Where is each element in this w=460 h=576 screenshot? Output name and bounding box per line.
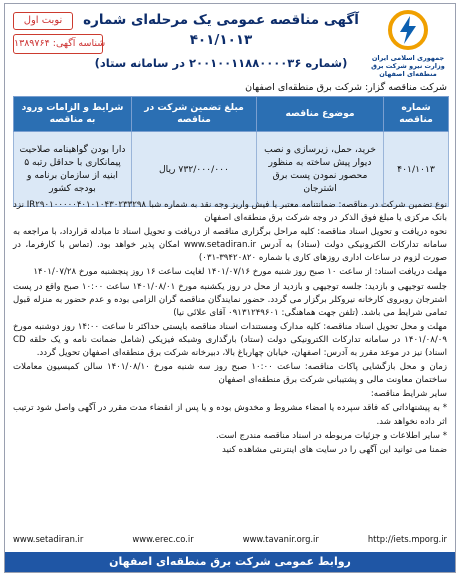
document-delivery-paragraph: نحوه دریافت و تحویل اسناد مناقصه: کلیه مراحل برگزاری مناقصه از دریافت و تحویل اسناد تا مبادله قرارداد، با مراجعه به سامانه تدارکات الکترونیکی دولت (ستاد) به آدرس www.setadiran.ir امکان پذیر خواهد بود. (تماس با کارفرما، در صورت لزوم در ساعات اداری روزهای کاری با شماره ۳۹۴۲۰۸۲۰-۰۳۱) [13, 227, 447, 264]
briefing-session-paragraph: جلسه توجیهی و بازدید: جلسه توجیهی و بازدید از محل در روز یکشنبه مورخ ۱۴۰۱/۰۸/۰۱ ساعت ۱۰:۰۰ صبح واقع در پست اشترجان روبروی کارخانه نیروکلر برگزار می گردد. حضور نمایندگان مناقصه گران الزامی بوده و عدم حضور به منزله قبول تمامی شرایط می باشد. (تلفن جهت هماهنگی: ۰۹۱۳۱۲۴۹۶۰۱ آقای علائی نیا) [13, 281, 447, 318]
column-header: شماره مناقصه [384, 97, 449, 132]
website-link[interactable]: www.setadiran.ir [13, 534, 84, 544]
condition-item: * سایر اطلاعات و جزئیات مربوطه در اسناد مناقصه مندرج است. [215, 430, 447, 441]
notice-subtitle: (شماره ۲۰۰۱۰۰۱۱۸۸۰۰۰۰۳۶ در سامانه ستاد) [94, 56, 348, 70]
title-block [79, 10, 363, 72]
submission-deadline-paragraph: مهلت و محل تحویل اسناد مناقصه: کلیه مدارک ومستندات اسناد مناقصه بایستی حداکثر تا ساعت ۱۴:۰۰ روز دوشنبه مورخ ۱۴۰۱/۰۸/۰۹ در سامانه تدارکات الکترونیکی دولت (ستاد) بارگذاری وشبکه فیزیکی (شامل ضمانت نامه و یک حلقه CD اسناد) نیز در موعد مقرر به آدرس: اصفهان، خیابان چهارباغ بالا، دبیرخانه شرکت برق منطقه‌ای اصفهان تحویل گردد. [13, 321, 447, 359]
client-line: شرکت مناقصه گزار: شرکت برق منطقه‌ای اصفهان [245, 82, 447, 93]
website-links [13, 534, 447, 544]
notice-header [5, 4, 455, 78]
company-logo [367, 10, 449, 76]
footer-bar: روابط عمومی شرکت برق منطقه‌ای اصفهان [5, 552, 455, 572]
column-header: موضوع مناقصه [257, 97, 384, 132]
table-row [14, 132, 449, 207]
table-header-row [14, 97, 449, 132]
tender-notice [4, 3, 456, 573]
condition-item: * به پیشنهاداتی که فاقد سپرده یا امضاء مشروط و مخدوش بوده و یا پس از انقضاء مدت مقرر در آگهی واصل شود ترتیب اثر داده نخواهد شد. [13, 403, 447, 427]
column-header: شرایط و الزامات ورود به مناقصه [14, 97, 132, 132]
entry-requirements: دارا بودن گواهینامه صلاحیت پیمانکاری با حداقل رتبه ۵ ابنیه از سازمان برنامه و بودجه کشور [14, 132, 132, 207]
opening-time-paragraph: زمان و محل بازگشایی پاکات مناقصه: ساعت ۱۰:۰۰ صبح روز سه شنبه مورخ ۱۴۰۱/۰۸/۱۰ سالن کمیسیون معاملات ساختمان معاونت مالی و پشتیبانی شرکت برق منطقه‌ای اصفهان [13, 362, 448, 386]
guarantee-amount: ۷۳۲/۰۰۰/۰۰۰ ریال [132, 132, 257, 207]
websites-note: ضمنا می توانید این آگهی را در سایت های اینترنتی مشاهده کنید [221, 444, 447, 455]
tender-subject: خرید، حمل، زیرسازی و نصب دیوار پیش ساخته به منظور محصور نمودن پست برق اشترجان [257, 132, 384, 207]
website-link[interactable]: www.tavanir.org.ir [242, 534, 319, 544]
column-header: مبلغ تضمین شرکت در مناقصه [132, 97, 257, 132]
guarantee-type-paragraph: نوع تضمین شرکت در مناقصه: ضمانتنامه معتبر یا فیش واریز وجه نقد به شماره شبا IR۲۹۰۱۰۰۰۰۰۴۰۱۰۱۰۴۳۰۲۳۳۲۹۸ نزد بانک مرکزی یا مبلغ فوق الذکر در وجه شرکت برق منطقه‌ای اصفهان [13, 200, 447, 224]
other-conditions-heading: سایر شرایط مناقصه: [370, 389, 447, 400]
website-link[interactable]: http://iets.mporg.ir [367, 534, 447, 544]
notice-id-badge: شناسه آگهی: ۱۳۸۹۷۶۴ [13, 34, 103, 54]
notice-body [13, 199, 447, 458]
document-deadline-paragraph: مهلت دریافت اسناد: از ساعت ۱۰ صبح روز شنبه مورخ ۱۴۰۱/۰۷/۱۶ لغایت ساعت ۱۶ روز پنجشنبه مورخ ۱۴۰۱/۰۷/۲۸ [33, 267, 447, 278]
power-logo-icon [388, 10, 428, 50]
round-badge: نوبت اول [13, 12, 73, 30]
tender-number: ۴۰۱/۱۰۱۳ [384, 132, 449, 207]
logo-caption: جمهوری اسلامی ایران وزارت نیرو شرکت برق منطقه‌ای اصفهان [371, 54, 445, 78]
website-link[interactable]: www.erec.co.ir [132, 534, 194, 544]
notice-title: آگهی مناقصه عمومی یک مرحله‌ای شماره ۴۰۱/۱۰۱۳ [83, 12, 359, 48]
tender-table [13, 96, 449, 207]
